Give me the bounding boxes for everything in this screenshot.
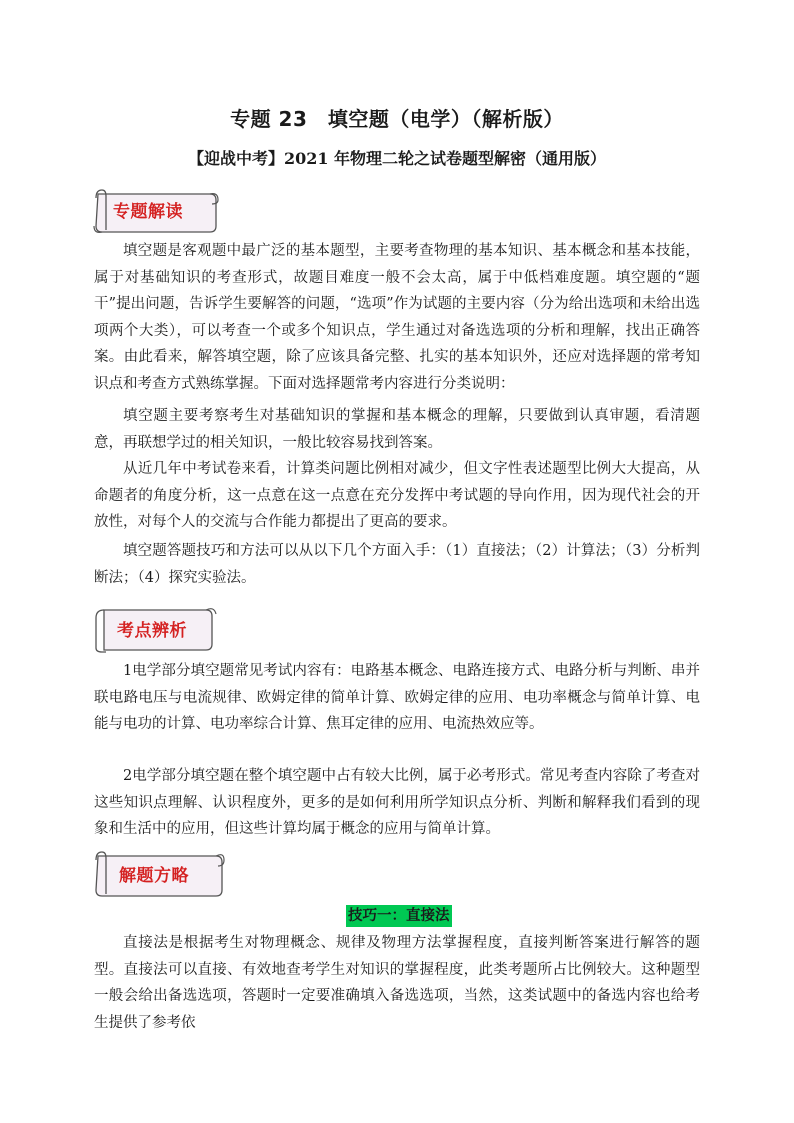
- section-banner-analysis: [94, 602, 218, 654]
- banner-label: 解题方略: [119, 865, 189, 886]
- document-subtitle: 【迎战中考】2021 年物理二轮之试卷题型解密（通用版）: [187, 149, 607, 168]
- banner-label: 考点辨析: [117, 620, 187, 641]
- section-banner-strategy: [92, 848, 228, 900]
- section-banner-intro: [92, 186, 222, 236]
- intro-paragraph-2: 填空题主要考察考生对基础知识的掌握和基本概念的理解，只要做到认真审题，看清题意，再联想学过的相关知识，一般比较容易找到答案。: [94, 408, 700, 451]
- document-title: 专题 23 填空题（电学）（解析版）: [230, 107, 564, 131]
- analysis-paragraph-2: 2电学部分填空题在整个填空题中占有较大比例，属于必考形式。常见考查内容除了考查对这些知识点理解、认识程度外，更多的是如何利用所学知识点分析、判断和解释我们看到的现象和生活中的应用，但这些计算均属于概念的应用与简单计算。: [94, 768, 700, 837]
- analysis-paragraph-1: 1电学部分填空题常见考试内容有：电路基本概念、电路连接方式、电路分析与判断、串并联电路电压与电流规律、欧姆定律的简单计算、欧姆定律的应用、电功率概念与简单计算、电能与电功的计算、电功率综合计算、焦耳定律的应用、电流热效应等。: [94, 663, 700, 732]
- intro-paragraph-1: 填空题是客观题中最广泛的基本题型，主要考查物理的基本知识、基本概念和基本技能，属于对基础知识的考查形式，故题目难度一般不会太高，属于中低档难度题。填空题的“题干”提出问题，告诉学生要解答的问题，“选项”作为试题的主要内容（分为给出选项和未给出选项两个大类），可以考查一个或多个知识点，学生通过对备选选项的分析和理解，找出正确答案。由此看来，解答填空题，除了应该具备完整、扎实的基本知识外，还应对选择题的常考知识点和考查方式熟练掌握。下面对选择题常考内容进行分类说明：: [94, 243, 700, 392]
- intro-paragraph-3: 从近几年中考试卷来看，计算类问题比例相对减少，但文字性表述题型比例大大提高，从命题者的角度分析，这一点意在这一点意在充分发挥中考试题的导向作用，因为现代社会的开放性，对每个人的交流与合作能力都提出了更高的要求。: [94, 461, 700, 530]
- intro-paragraph-4: 填空题答题技巧和方法可以从以下几个方面入手：（1）直接法；（2）计算法；（3）分析判断法；（4）探究实验法。: [94, 543, 700, 586]
- tip-heading: 技巧一：直接法: [346, 905, 452, 927]
- strategy-paragraph-1: 直接法是根据考生对物理概念、规律及物理方法掌握程度，直接判断答案进行解答的题型。直接法可以直接、有效地查考学生对知识的掌握程度，此类考题所占比例较大。这种题型一般会给出备选选项，答题时一定要准确填入备选选项，当然，这类试题中的备选内容也给考生提供了参考依: [94, 935, 700, 1031]
- banner-label: 专题解读: [113, 201, 183, 222]
